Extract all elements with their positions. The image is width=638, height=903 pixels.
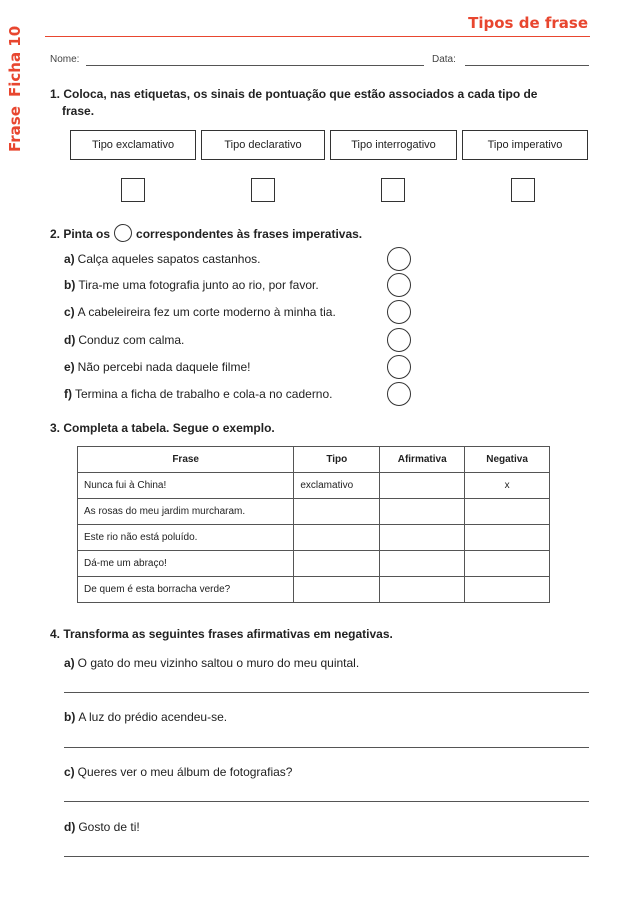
table-row [78,551,550,577]
classification-table [77,446,550,603]
tag-exclamativo: Tipo exclamativo [70,130,196,160]
cell-negativa[interactable] [465,499,550,525]
q2-letter: f) [64,387,72,401]
q4-item-a [64,656,359,670]
header-tipo: Tipo [294,447,380,473]
paint-circle-b[interactable] [387,273,411,297]
question-1-line1: 1. Coloca, nas etiquetas, os sinais de pontuação que estão associados a cada tipo de [50,87,538,101]
cell-negativa[interactable] [465,525,550,551]
q2-text: Tira-me uma fotografia junto ao rio, por favor. [78,278,319,292]
question-4: 4. Transforma as seguintes frases afirmativas em negativas. [50,627,393,641]
table-row [78,577,550,603]
q2-text: Não percebi nada daquele filme! [77,360,251,374]
nome-label: Nome: [50,54,80,65]
q4-text: Queres ver o meu álbum de fotografias? [77,765,293,779]
q2-letter: b) [64,278,76,292]
question-3: 3. Completa a tabela. Segue o exemplo. [50,421,275,435]
q4-text: O gato do meu vizinho saltou o muro do meu quintal. [77,656,360,670]
cell-frase: Este rio não está poluído. [78,525,294,551]
q4-item-d [64,820,140,834]
answer-line-c[interactable] [64,801,589,802]
q4-letter: d) [64,820,76,834]
cell-afirmativa[interactable] [380,577,465,603]
table-row [78,525,550,551]
q4-letter: c) [64,765,75,779]
cell-tipo[interactable] [294,577,380,603]
answer-box-imperativo[interactable] [511,178,535,202]
question-2-after: correspondentes às frases imperativas. [136,227,363,241]
tag-interrogativo: Tipo interrogativo [330,130,457,160]
q2-letter: e) [64,360,75,374]
cell-negativa[interactable] [465,577,550,603]
q2-text: Conduz com calma. [78,333,185,347]
data-label: Data: [432,54,456,65]
paint-circle-f[interactable] [387,382,411,406]
cell-afirmativa[interactable] [380,551,465,577]
tag-imperativo: Tipo imperativo [462,130,588,160]
paint-circle-e[interactable] [387,355,411,379]
nome-field[interactable] [86,65,424,66]
question-1-line2: frase. [62,104,95,118]
cell-negativa[interactable] [465,551,550,577]
header-afirmativa: Afirmativa [380,447,465,473]
cell-tipo[interactable] [294,525,380,551]
answer-box-declarativo[interactable] [251,178,275,202]
cell-frase: Dá-me um abraço! [78,551,294,577]
q4-item-b [64,710,227,724]
cell-negativa: x [465,473,550,499]
answer-box-exclamativo[interactable] [121,178,145,202]
q2-item-d [64,333,184,347]
q2-item-b [64,278,319,292]
q4-text: A luz do prédio acendeu-se. [78,710,228,724]
answer-line-a[interactable] [64,692,589,693]
q4-item-c [64,765,292,779]
page-title: Tipos de frase [468,14,588,32]
q2-letter: a) [64,252,75,266]
question-2 [50,224,362,243]
q2-text: A cabeleireira fez um corte moderno à minha tia. [77,305,336,319]
cell-frase: As rosas do meu jardim murcharam. [78,499,294,525]
q2-text: Calça aqueles sapatos castanhos. [77,252,261,266]
table-row [78,499,550,525]
circle-icon [114,224,132,242]
tag-declarativo: Tipo declarativo [201,130,325,160]
q2-item-a [64,252,260,266]
cell-afirmativa [380,473,465,499]
q2-item-c [64,305,336,319]
cell-tipo: exclamativo [294,473,380,499]
sidebar-frase: Frase [6,106,24,152]
paint-circle-a[interactable] [387,247,411,271]
question-1 [50,86,537,120]
q4-letter: a) [64,656,75,670]
q4-letter: b) [64,710,76,724]
q2-letter: d) [64,333,76,347]
sidebar-ficha: Ficha 10 [6,25,24,97]
header-negativa: Negativa [465,447,550,473]
q2-letter: c) [64,305,75,319]
answer-line-b[interactable] [64,747,589,748]
paint-circle-d[interactable] [387,328,411,352]
answer-box-interrogativo[interactable] [381,178,405,202]
paint-circle-c[interactable] [387,300,411,324]
cell-frase: De quem é esta borracha verde? [78,577,294,603]
header-frase: Frase [78,447,294,473]
q2-item-f [64,387,333,401]
data-field[interactable] [465,65,589,66]
q2-item-e [64,360,250,374]
cell-frase: Nunca fui à China! [78,473,294,499]
cell-tipo[interactable] [294,551,380,577]
table-header-row [78,447,550,473]
answer-line-d[interactable] [64,856,589,857]
question-2-before: 2. Pinta os [50,227,111,241]
table-row [78,473,550,499]
q2-text: Termina a ficha de trabalho e cola-a no caderno. [75,387,333,401]
q4-text: Gosto de ti! [78,820,140,834]
cell-afirmativa[interactable] [380,499,465,525]
cell-afirmativa[interactable] [380,525,465,551]
cell-tipo[interactable] [294,499,380,525]
header-divider [45,36,590,37]
